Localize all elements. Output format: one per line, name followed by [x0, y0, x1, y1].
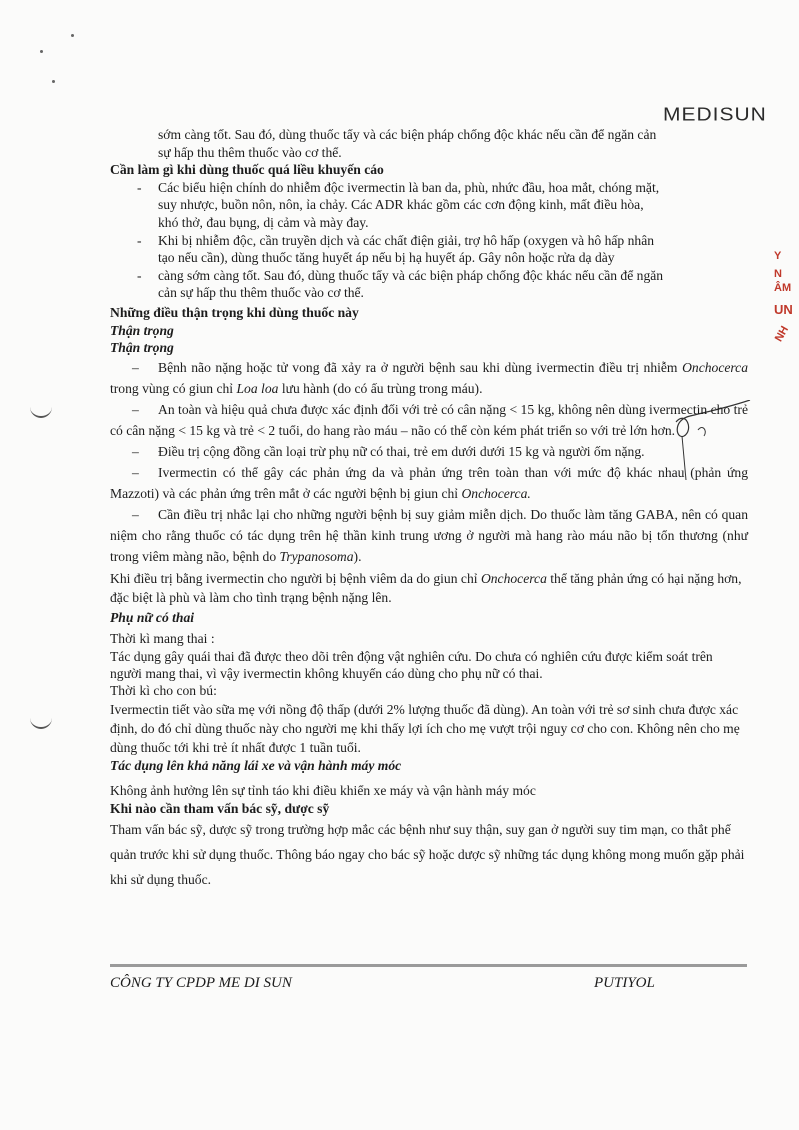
continuation-paragraph: sớm càng tốt. Sau đó, dùng thuốc tẩy và các biện pháp chống độc khác nếu cần để ngăn cản sự hấp thu thêm thuốc vào cơ thể.: [158, 127, 657, 160]
overdose-bullet: - Khi bị nhiễm độc, cần truyền dịch và các chất điện giải, trợ hô hấp (oxygen và hô hấp nhân tạo nếu cần), dùng thuốc tăng huyết áp nếu bị hạ huyết áp. Gây nôn hoặc rửa dạ dày: [137, 232, 655, 266]
precaution-paragraph: Khi điều trị bằng ivermectin cho người bị bệnh viêm da do giun chỉ Onchocerca thể tăng phản ứng có hại nặng hơn, đặc biệt là phù và làm cho tình trạng bệnh nặng lên.: [110, 570, 742, 605]
precaution-item: – Ivermectin có thể gây các phản ứng da và phản ứng trên toàn than với mức độ khác nhau (phản ứng Mazzoti) và các phản ứng trên mắt ở các người bệnh bị giun chỉ Onchocerca.: [110, 464, 748, 501]
driving-text: Không ảnh hưởng lên sự tỉnh táo khi điều khiển xe máy và vận hành máy móc: [110, 783, 536, 799]
driving-heading: Tác dụng lên khả năng lái xe và vận hành máy móc: [110, 757, 402, 773]
medisun-logo: MEDISUN: [663, 104, 767, 125]
pregnancy-line: Thời kì cho con bú:: [110, 682, 217, 698]
overdose-bullet: - Các biểu hiện chính do nhiễm độc ivermectin là ban da, phù, nhức đầu, hoa mắt, chóng mặt, suy nhược, buồn nôn, nôn, ỉa chảy. Các ADR khác gồm các cơn động kinh, mất điều hòa, khó thở, đau bụng, dị cảm và mày đay.: [137, 179, 660, 230]
document-body: [110, 126, 748, 892]
pregnancy-line: Thời kì mang thai :: [110, 631, 215, 647]
footer-rule: [110, 964, 747, 967]
precaution-item: – Cần điều trị nhắc lại cho những người bệnh bị suy giảm miễn dịch. Do thuốc làm tăng GABA, nên có quan niệm cho rằng thuốc có tác dụng trên hệ thần kinh trung ương ở người mà hang rào máu não bị tổn thương (như trong viêm màng não, bệnh do Trypanosoma).: [110, 506, 748, 564]
pregnancy-line: Tác dụng gây quái thai đã được theo dõi trên động vật nghiên cứu. Do chưa có nghiên cứu được kiểm soát trên người mang thai, vì vậy ivermectin không khuyến cáo dùng cho phụ nữ có thai.: [110, 648, 713, 681]
consult-heading: Khi nào cần tham vấn bác sỹ, dược sỹ: [110, 800, 330, 816]
punch-hole-mark: [30, 713, 52, 729]
footer-company: CÔNG TY CPDP ME DI SUN: [110, 975, 292, 991]
scan-speck: [71, 34, 74, 37]
pregnancy-line: Ivermectin tiết vào sữa mẹ với nồng độ thấp (dưới 2% lượng thuốc đã dùng). An toàn với trẻ sơ sinh chưa được xác định, do đó chỉ dùng thuốc này cho người mẹ khi thấy lợi ích cho mẹ vượt trội nguy cơ cho con. Không nên cho mẹ dùng thuốc tới khi trẻ ít nhất được 1 tuần tuổi.: [110, 701, 740, 755]
overdose-bullet: - càng sớm càng tốt. Sau đó, dùng thuốc tẩy và các biện pháp chống độc khác nếu cần để ngăn cản sự hấp thu thêm thuốc vào cơ thể.: [137, 267, 664, 301]
scan-speck: [52, 80, 55, 83]
precaution-item: – An toàn và hiệu quả chưa được xác định đối với trẻ có cân nặng < 15 kg, không nên dùng ivermectin cho trẻ có cân nặng < 15 kg và trẻ < 2 tuổi, do hang rào máu – não có thể còn kém phát triển so với trẻ lớn hơn.: [110, 401, 748, 438]
pregnancy-heading: Phụ nữ có thai: [110, 609, 195, 625]
punch-hole-mark: [30, 402, 52, 418]
overdose-heading: Cần làm gì khi dùng thuốc quá liều khuyến cáo: [110, 162, 384, 178]
precautions-subheading: Thận trọng: [110, 322, 174, 338]
precautions-subheading: Thận trọng: [110, 340, 174, 356]
scan-speck: [40, 50, 43, 53]
precautions-heading: Những điều thận trọng khi dùng thuốc này: [110, 304, 359, 320]
precaution-item: – Bệnh não nặng hoặc tử vong đã xảy ra ở người bệnh sau khi dùng ivermectin điều trị nhiễm Onchocerca trong vùng có giun chỉ Loa loa lưu hành (do có ấu trùng trong máu).: [110, 359, 749, 396]
precaution-item: – Điều trị cộng đồng cần loại trừ phụ nữ có thai, trẻ em dưới dưới 15 kg và người ốm nặng.: [132, 443, 645, 459]
consult-text: Tham vấn bác sỹ, dược sỹ trong trường hợp mắc các bệnh như suy thận, suy gan ở người suy tim mạn, co thắt phế quản trước khi sử dụng thuốc. Thông báo ngay cho bác sỹ hoặc dược sỹ những tác dụng không mong muốn gặp phải khi sử dụng thuốc.: [110, 822, 745, 888]
red-stamp-fragment: Y N ÂM UN NH: [772, 250, 793, 344]
footer-product: PUTIYOL: [594, 975, 655, 991]
